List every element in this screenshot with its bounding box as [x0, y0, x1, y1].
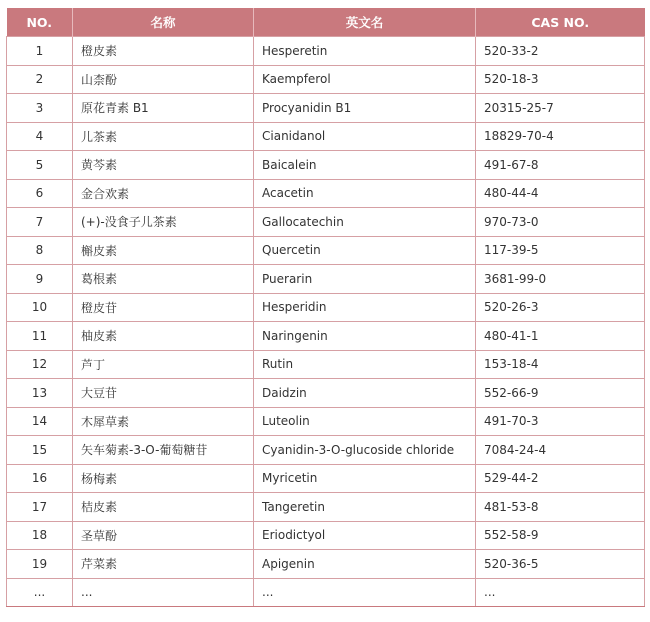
- cell-name: 橙皮素: [73, 37, 254, 66]
- cell-name: 山柰酚: [73, 65, 254, 94]
- cell-name: 大豆苷: [73, 379, 254, 408]
- cell-no: 12: [7, 350, 73, 379]
- cell-name: 桔皮素: [73, 493, 254, 522]
- cell-cas-no: 7084-24-4: [476, 436, 645, 465]
- cell-cas-no: 970-73-0: [476, 208, 645, 237]
- cell-english-name: Rutin: [254, 350, 476, 379]
- cell-no: 18: [7, 521, 73, 550]
- table-row: [7, 493, 645, 522]
- cell-name: 儿茶素: [73, 122, 254, 151]
- cell-cas-no: 481-53-8: [476, 493, 645, 522]
- cell-no: 2: [7, 65, 73, 94]
- cell-cas-no: 520-18-3: [476, 65, 645, 94]
- cell-english-name: Tangeretin: [254, 493, 476, 522]
- cell-name: 圣草酚: [73, 521, 254, 550]
- cell-name: 原花青素 B1: [73, 94, 254, 123]
- cell-cas-no: 480-41-1: [476, 322, 645, 351]
- header-english-name: 英文名: [254, 8, 476, 37]
- cell-no: 1: [7, 37, 73, 66]
- cell-cas-no: 480-44-4: [476, 179, 645, 208]
- table-body: [7, 37, 645, 607]
- cell-english-name: Baicalein: [254, 151, 476, 180]
- table-row: [7, 436, 645, 465]
- table-row: [7, 464, 645, 493]
- cell-name: 木犀草素: [73, 407, 254, 436]
- cell-name: (+)-没食子儿茶素: [73, 208, 254, 237]
- cell-cas-no: 491-67-8: [476, 151, 645, 180]
- cell-no: ...: [7, 578, 73, 607]
- cell-cas-no: ...: [476, 578, 645, 607]
- cell-cas-no: 552-66-9: [476, 379, 645, 408]
- table-row: [7, 208, 645, 237]
- cell-english-name: Gallocatechin: [254, 208, 476, 237]
- cell-cas-no: 520-36-5: [476, 550, 645, 579]
- cell-no: 16: [7, 464, 73, 493]
- table-row: [7, 521, 645, 550]
- cell-english-name: Luteolin: [254, 407, 476, 436]
- cell-english-name: Procyanidin B1: [254, 94, 476, 123]
- cell-english-name: Cianidanol: [254, 122, 476, 151]
- table-row: [7, 350, 645, 379]
- cell-english-name: Eriodictyol: [254, 521, 476, 550]
- cell-name: 槲皮素: [73, 236, 254, 265]
- cell-english-name: Acacetin: [254, 179, 476, 208]
- table-row: [7, 65, 645, 94]
- table-header: [7, 8, 645, 37]
- cell-cas-no: 20315-25-7: [476, 94, 645, 123]
- cell-cas-no: 3681-99-0: [476, 265, 645, 294]
- cell-english-name: Puerarin: [254, 265, 476, 294]
- header-cas-no: CAS NO.: [476, 8, 645, 37]
- table-row: [7, 407, 645, 436]
- table-row: [7, 37, 645, 66]
- cell-cas-no: 529-44-2: [476, 464, 645, 493]
- compound-table-container: [6, 8, 644, 607]
- cell-no: 15: [7, 436, 73, 465]
- cell-cas-no: 520-33-2: [476, 37, 645, 66]
- cell-name: 矢车菊素-3-O-葡萄糖苷: [73, 436, 254, 465]
- table-row: [7, 578, 645, 607]
- cell-no: 7: [7, 208, 73, 237]
- cell-name: 金合欢素: [73, 179, 254, 208]
- cell-no: 17: [7, 493, 73, 522]
- table-row: [7, 379, 645, 408]
- cell-no: 4: [7, 122, 73, 151]
- table-row: [7, 179, 645, 208]
- cell-cas-no: 18829-70-4: [476, 122, 645, 151]
- compound-table: [6, 8, 645, 607]
- cell-english-name: Hesperidin: [254, 293, 476, 322]
- cell-name: 葛根素: [73, 265, 254, 294]
- table-row: [7, 265, 645, 294]
- cell-no: 3: [7, 94, 73, 123]
- cell-no: 5: [7, 151, 73, 180]
- cell-no: 19: [7, 550, 73, 579]
- cell-english-name: Quercetin: [254, 236, 476, 265]
- table-row: [7, 322, 645, 351]
- header-row: [7, 8, 645, 37]
- cell-name: 芦丁: [73, 350, 254, 379]
- table-row: [7, 293, 645, 322]
- cell-cas-no: 117-39-5: [476, 236, 645, 265]
- cell-name: 柚皮素: [73, 322, 254, 351]
- table-row: [7, 151, 645, 180]
- header-name: 名称: [73, 8, 254, 37]
- cell-english-name: Apigenin: [254, 550, 476, 579]
- cell-english-name: Naringenin: [254, 322, 476, 351]
- cell-name: 橙皮苷: [73, 293, 254, 322]
- cell-english-name: ...: [254, 578, 476, 607]
- table-row: [7, 122, 645, 151]
- cell-no: 10: [7, 293, 73, 322]
- cell-no: 11: [7, 322, 73, 351]
- cell-no: 9: [7, 265, 73, 294]
- cell-name: ...: [73, 578, 254, 607]
- table-row: [7, 236, 645, 265]
- cell-name: 杨梅素: [73, 464, 254, 493]
- cell-cas-no: 491-70-3: [476, 407, 645, 436]
- cell-no: 13: [7, 379, 73, 408]
- cell-no: 6: [7, 179, 73, 208]
- cell-cas-no: 520-26-3: [476, 293, 645, 322]
- cell-english-name: Hesperetin: [254, 37, 476, 66]
- cell-no: 8: [7, 236, 73, 265]
- table-row: [7, 550, 645, 579]
- cell-no: 14: [7, 407, 73, 436]
- cell-english-name: Myricetin: [254, 464, 476, 493]
- cell-cas-no: 552-58-9: [476, 521, 645, 550]
- cell-english-name: Cyanidin-3-O-glucoside chloride: [254, 436, 476, 465]
- header-no: NO.: [7, 8, 73, 37]
- cell-cas-no: 153-18-4: [476, 350, 645, 379]
- cell-english-name: Daidzin: [254, 379, 476, 408]
- table-row: [7, 94, 645, 123]
- cell-english-name: Kaempferol: [254, 65, 476, 94]
- cell-name: 芹菜素: [73, 550, 254, 579]
- cell-name: 黄芩素: [73, 151, 254, 180]
